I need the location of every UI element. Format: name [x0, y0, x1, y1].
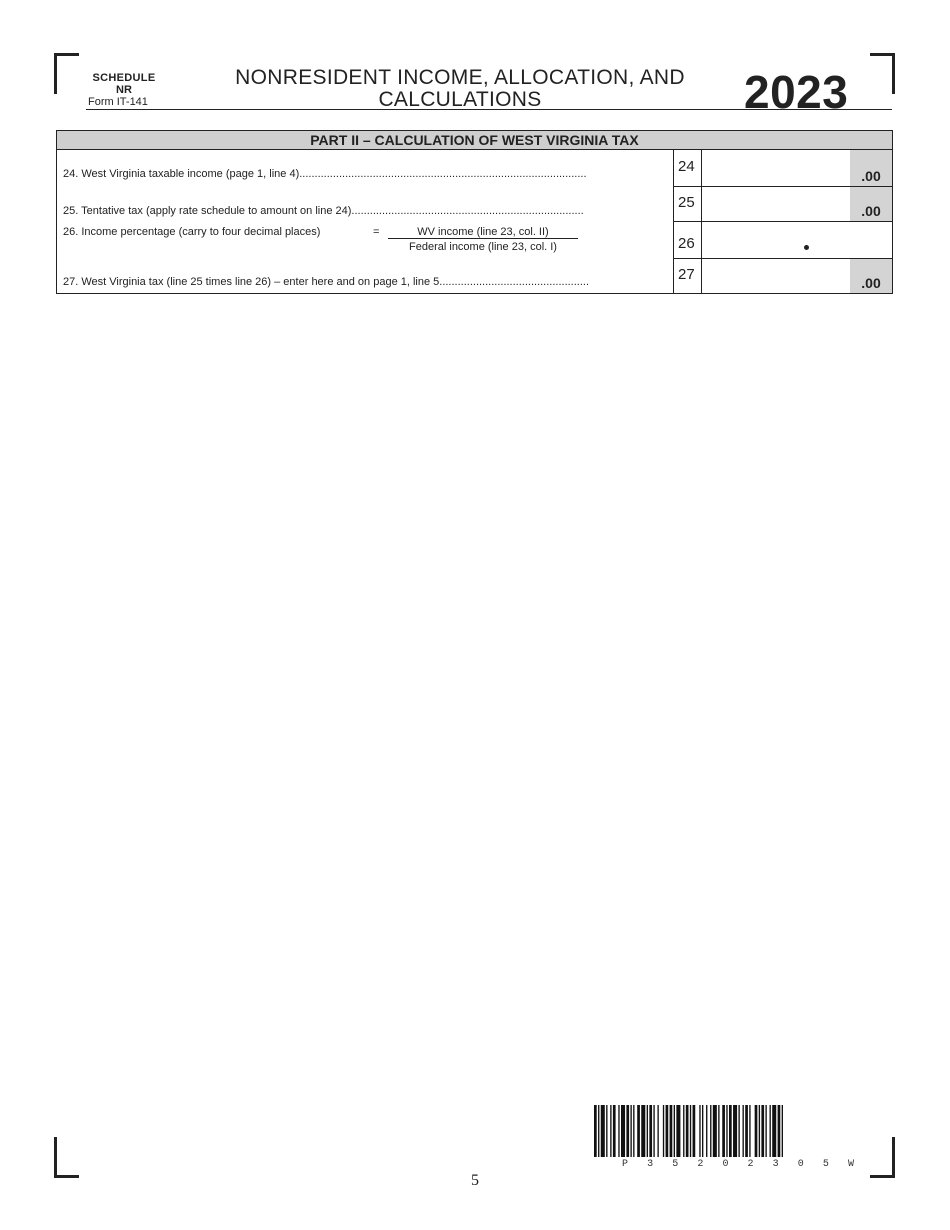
barcode-char: 2	[747, 1159, 754, 1170]
barcode-bar	[670, 1105, 673, 1157]
barcode-bar	[630, 1105, 631, 1157]
barcode-bar	[722, 1105, 725, 1157]
barcode-bar	[770, 1105, 771, 1157]
line-26-number: 26	[673, 222, 702, 258]
barcode-bar	[606, 1105, 607, 1157]
line-26-denominator: Federal income (line 23, col. I)	[409, 241, 557, 253]
barcode-bar	[647, 1105, 648, 1157]
part-ii-form	[56, 130, 893, 294]
barcode-bar	[598, 1105, 599, 1157]
line-25-amount-field[interactable]	[702, 187, 892, 221]
barcode-bar	[693, 1105, 696, 1157]
barcode-icon	[594, 1105, 860, 1157]
barcode-bar	[778, 1105, 781, 1157]
barcode-bar	[594, 1105, 597, 1157]
barcode-bar	[710, 1105, 711, 1157]
tax-year: 2023	[744, 66, 849, 118]
barcode-char: 5	[672, 1159, 679, 1170]
barcode-bar	[702, 1105, 703, 1157]
title-line-1: NONRESIDENT INCOME, ALLOCATION, AND	[235, 66, 685, 89]
barcode-bar	[633, 1105, 634, 1157]
barcode-bar	[782, 1105, 783, 1157]
barcode-char: 2	[697, 1159, 704, 1170]
barcode-bar	[718, 1105, 719, 1157]
barcode-bar	[676, 1105, 680, 1157]
barcode-bar	[657, 1105, 658, 1157]
barcode-char: 3	[772, 1159, 779, 1170]
barcode-bar	[666, 1105, 669, 1157]
barcode-char: 5	[822, 1159, 829, 1170]
barcode-bar	[706, 1105, 707, 1157]
line-24-description: 24. West Virginia taxable income (page 1, line 4)..............................................................................................	[63, 168, 587, 180]
line-27-description: 27. West Virginia tax (line 25 times line 26) – enter here and on page 1, line 5.................................................	[63, 276, 590, 288]
barcode-bar	[626, 1105, 629, 1157]
line-26-description: 26. Income percentage (carry to four decimal places)	[63, 226, 321, 238]
barcode-char: W	[847, 1159, 854, 1170]
barcode-bar	[729, 1105, 732, 1157]
barcode-bar	[653, 1105, 654, 1157]
barcode-bar	[618, 1105, 619, 1157]
barcode-bar	[749, 1105, 750, 1157]
barcode-bar	[663, 1105, 664, 1157]
corner-mark-top-left	[54, 53, 79, 94]
barcode-char: P	[622, 1159, 629, 1170]
barcode-bar	[601, 1105, 605, 1157]
page-title	[205, 67, 715, 111]
barcode-bar	[686, 1105, 689, 1157]
barcode-bar	[726, 1105, 727, 1157]
barcode-bar	[649, 1105, 652, 1157]
barcode-bar	[713, 1105, 717, 1157]
barcode-bar	[733, 1105, 737, 1157]
barcode-bar	[641, 1105, 645, 1157]
barcode-bar	[613, 1105, 616, 1157]
line-27-cents: .00	[850, 259, 892, 293]
barcode-bar	[755, 1105, 758, 1157]
barcode-bar	[683, 1105, 684, 1157]
barcode-bar	[674, 1105, 675, 1157]
header-rule	[86, 109, 892, 110]
line-26-numerator: WV income (line 23, col. II)	[388, 226, 578, 239]
barcode-bar	[610, 1105, 611, 1157]
barcode-bar	[637, 1105, 640, 1157]
line-24-amount-field[interactable]	[702, 150, 892, 186]
line-25-number: 25	[673, 187, 702, 221]
line-27-number: 27	[673, 259, 702, 293]
barcode-bar	[765, 1105, 766, 1157]
schedule-code: NR	[116, 84, 132, 96]
corner-mark-top-right	[870, 53, 895, 94]
barcode-bar	[690, 1105, 691, 1157]
form-prefix: Form	[88, 96, 114, 108]
barcode-char: 0	[722, 1159, 729, 1170]
barcode-bar	[761, 1105, 764, 1157]
line-25-description: 25. Tentative tax (apply rate schedule to amount on line 24)............................................................................	[63, 205, 584, 217]
line-25-cents: .00	[850, 187, 892, 221]
barcode-bar	[738, 1105, 739, 1157]
title-line-2: CALCULATIONS	[378, 88, 542, 111]
decimal-point-icon	[804, 245, 809, 250]
barcode-bar	[745, 1105, 748, 1157]
barcode-bar	[759, 1105, 760, 1157]
barcode-bar	[621, 1105, 625, 1157]
barcode-text	[622, 1159, 854, 1170]
part-heading: PART II – CALCULATION OF WEST VIRGINIA TAX	[57, 131, 892, 150]
page-number: 5	[471, 1172, 479, 1189]
line-24-cents: .00	[850, 150, 892, 186]
schedule-block	[88, 72, 160, 108]
barcode-bar	[743, 1105, 744, 1157]
schedule-label: SCHEDULE	[92, 72, 156, 84]
line-24-number: 24	[673, 150, 702, 186]
barcode-bar	[772, 1105, 776, 1157]
form-id-line	[88, 96, 160, 108]
barcode-char: 3	[647, 1159, 654, 1170]
barcode-bar	[699, 1105, 700, 1157]
line-27-amount-field[interactable]	[702, 259, 892, 293]
barcode-char: 0	[797, 1159, 804, 1170]
line-26-percentage-field[interactable]	[702, 222, 892, 258]
line-26-equals: =	[373, 226, 380, 238]
form-id: IT-141	[116, 96, 148, 108]
